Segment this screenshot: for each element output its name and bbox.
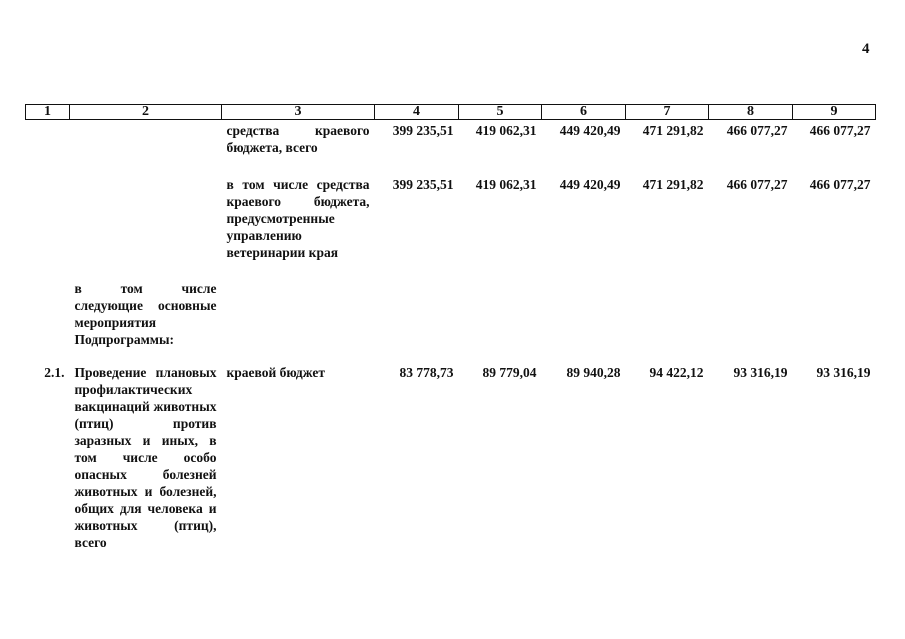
row-value-col6: 449 420,49 — [559, 176, 621, 192]
header-col-2: 2 — [70, 105, 222, 120]
row-measure: в том числе следующие основные мероприятия Подпрограммы: — [74, 280, 217, 347]
header-col-8: 8 — [709, 105, 793, 120]
page-number: 4 — [862, 41, 870, 57]
row-value-col4: 83 778,73 — [399, 364, 454, 380]
header-col-7: 7 — [626, 105, 709, 120]
row-value-col5: 419 062,31 — [475, 123, 537, 138]
row-value-col9 — [793, 278, 876, 362]
row-value-col7: 94 422,12 — [649, 364, 704, 380]
row-measure — [70, 174, 222, 278]
row-value-col9: 93 316,19 — [816, 364, 871, 380]
row-index — [26, 278, 70, 362]
row-source: краевой бюджет — [226, 364, 325, 380]
row-source: средства краевого бюджета, всего — [226, 123, 370, 155]
row-value-col6: 89 940,28 — [566, 364, 621, 380]
header-col-3: 3 — [222, 105, 375, 120]
header-col-6: 6 — [542, 105, 626, 120]
row-measure — [70, 120, 222, 174]
row-value-col5: 89 779,04 — [482, 364, 537, 380]
row-source: в том числе средства краевого бюджета, предусмотренные управлению ветеринарии края — [226, 176, 370, 260]
row-value-col8 — [709, 278, 793, 362]
table-body — [26, 120, 876, 551]
table-row — [26, 174, 876, 278]
row-value-col6 — [542, 278, 626, 362]
row-value-col4: 399 235,51 — [392, 123, 454, 138]
row-index — [26, 120, 70, 174]
row-value-col9: 466 077,27 — [809, 176, 871, 192]
row-value-col8: 466 077,27 — [726, 123, 788, 138]
table-row — [26, 362, 876, 551]
row-value-col8: 466 077,27 — [726, 176, 788, 192]
table-row — [26, 278, 876, 362]
header-col-9: 9 — [793, 105, 876, 120]
header-row — [26, 105, 876, 120]
row-index — [26, 174, 70, 278]
table-header — [26, 105, 876, 120]
row-value-col7 — [626, 278, 709, 362]
row-value-col7: 471 291,82 — [642, 123, 704, 138]
row-value-col4 — [375, 278, 459, 362]
row-value-col5 — [459, 278, 542, 362]
header-col-1: 1 — [26, 105, 70, 120]
row-value-col7: 471 291,82 — [642, 176, 704, 192]
row-measure: Проведение плановых профилактических вакцинаций животных (птиц) против заразных и иных, в том числе особо опасных болезней животных и болезней, общих для человека и животных (птиц), всего — [74, 364, 217, 550]
budget-table — [25, 104, 876, 551]
table-row — [26, 120, 876, 174]
row-value-col6: 449 420,49 — [559, 123, 621, 138]
header-col-4: 4 — [375, 105, 459, 120]
row-value-col9: 466 077,27 — [809, 123, 871, 138]
row-index: 2.1. — [44, 364, 65, 380]
row-value-col8: 93 316,19 — [733, 364, 788, 380]
row-value-col5: 419 062,31 — [475, 176, 537, 192]
header-col-5: 5 — [459, 105, 542, 120]
row-source — [222, 278, 375, 362]
row-value-col4: 399 235,51 — [392, 176, 454, 192]
